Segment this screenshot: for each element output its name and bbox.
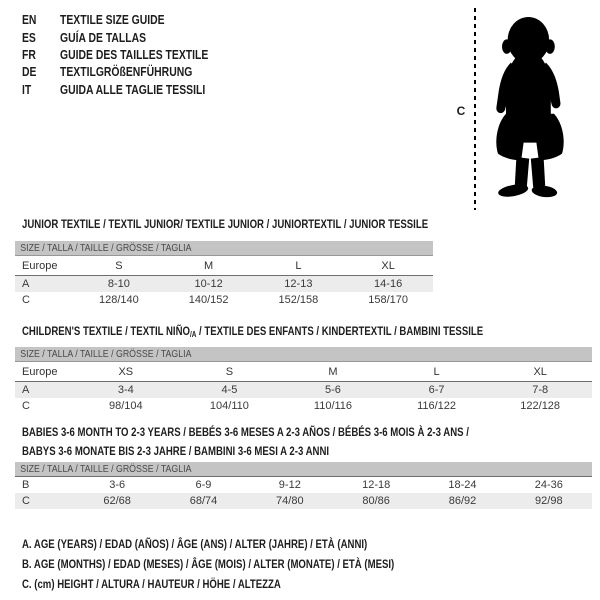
column-header: S: [225, 365, 234, 378]
row-label: A: [22, 384, 30, 396]
table-cell: 12-13: [284, 278, 313, 290]
table-cell: 80/86: [362, 495, 390, 507]
table-cell: 6-9: [195, 479, 212, 491]
table-header-row: [15, 256, 433, 276]
table-row: [15, 382, 592, 398]
column-header: M: [204, 259, 214, 272]
table-cell: 116/122: [417, 400, 457, 412]
table-row: [15, 398, 592, 414]
size-header-bar: [15, 462, 592, 477]
babies-size-table: [15, 462, 592, 509]
column-header: Europe: [22, 259, 58, 272]
table-cell: 3-4: [117, 384, 134, 396]
table-cell: 3-6: [109, 479, 126, 491]
table-cell: 152/158: [278, 294, 319, 306]
table-cell: 104/110: [209, 400, 249, 412]
language-title: GUÍA DE TALLAS: [60, 29, 147, 45]
row-label: C: [22, 294, 30, 306]
language-row-de: [22, 63, 245, 80]
table-cell: 92/98: [535, 495, 563, 507]
row-label: C: [22, 495, 30, 507]
language-title: TEXTILE SIZE GUIDE: [60, 12, 165, 28]
table-cell: 18-24: [448, 479, 477, 491]
children-section-title: [22, 322, 483, 344]
children-title-subscript: /A: [189, 330, 197, 339]
language-code: DE: [22, 64, 37, 80]
table-cell: 8-10: [107, 278, 130, 290]
language-legend: [22, 11, 245, 98]
size-header-bar: [15, 347, 592, 362]
column-header: S: [115, 259, 123, 272]
table-cell: 14-16: [374, 278, 403, 290]
junior-section-title: JUNIOR TEXTILE / TEXTIL JUNIOR/ TEXTILE JUNIOR / JUNIORTEXTIL / JUNIOR TESSILE: [22, 217, 429, 231]
babies-title-line2: BABYS 3-6 MONATE BIS 2-3 JAHRE / BAMBINI 3-6 MESI A 2-3 ANNI: [22, 444, 330, 458]
column-header: L: [433, 365, 440, 378]
size-header-label: SIZE / TALLA / TAILLE / GRÖSSE / TAGLIA: [20, 463, 192, 475]
children-size-table: [15, 347, 592, 414]
baby-silhouette-icon: [486, 10, 574, 208]
language-code: IT: [22, 81, 32, 97]
table-cell: 110/116: [313, 400, 353, 412]
language-row-en: [22, 11, 245, 28]
table-cell: 62/68: [103, 495, 131, 507]
table-cell: 4-5: [221, 384, 238, 396]
footnote-c: C. (cm) HEIGHT / ALTURA / HAUTEUR / HÖHE / ALTEZZA: [22, 577, 281, 591]
column-header: XS: [118, 365, 134, 378]
table-cell: 6-7: [428, 384, 445, 396]
table-cell: 74/80: [276, 495, 304, 507]
language-code: EN: [22, 12, 37, 28]
language-code: ES: [22, 29, 36, 45]
children-title-prefix: CHILDREN'S TEXTILE / TEXTIL NIÑO: [22, 324, 190, 338]
table-cell: 7-8: [532, 384, 549, 396]
table-cell: 12-18: [362, 479, 391, 491]
table-row: [15, 493, 592, 509]
table-cell: 9-12: [278, 479, 301, 491]
footnote-a: A. AGE (YEARS) / EDAD (AÑOS) / ÂGE (ANS) / ALTER (JAHRE) / ETÀ (ANNI): [22, 537, 368, 551]
language-title: TEXTILGRÖßENFÜHRUNG: [60, 64, 193, 80]
height-measure-dashed-line: [474, 8, 476, 210]
babies-section-title: [22, 423, 469, 461]
language-row-es: [22, 28, 245, 45]
table-row: [15, 292, 433, 308]
table-row: [15, 477, 592, 493]
children-title-suffix: / TEXTILE DES ENFANTS / KINDERTEXTIL / BAMBINI TESSILE: [196, 324, 484, 338]
babies-title-line1: BABIES 3-6 MONTH TO 2-3 YEARS / BEBÉS 3-6 MESES A 2-3 AÑOS / BÉBÉS 3-6 MOIS À 2-3 ANS /: [22, 425, 469, 439]
column-header: XL: [381, 259, 395, 272]
table-cell: 140/152: [188, 294, 229, 306]
footnote-b: B. AGE (MONTHS) / EDAD (MESES) / ÂGE (MOIS) / ALTER (MONATE) / ETÀ (MESI): [22, 557, 395, 571]
table-cell: 86/92: [448, 495, 477, 507]
size-header-label: SIZE / TALLA / TAILLE / GRÖSSE / TAGLIA: [20, 348, 192, 360]
table-cell: 10-12: [194, 278, 223, 290]
language-title: GUIDE DES TAILLES TEXTILE: [60, 46, 209, 62]
row-label: B: [22, 479, 30, 491]
language-title: GUIDA ALLE TAGLIE TESSILI: [60, 81, 206, 97]
column-header: L: [295, 259, 302, 272]
table-cell: 5-6: [325, 384, 341, 396]
footnotes: [22, 534, 487, 594]
language-row-it: [22, 81, 245, 98]
measure-c-label: C: [456, 104, 466, 118]
table-cell: 68/74: [189, 495, 218, 507]
table-cell: 24-36: [534, 479, 563, 491]
row-label: C: [22, 400, 30, 412]
table-cell: 98/104: [108, 400, 143, 412]
table-cell: 128/140: [98, 294, 139, 306]
table-cell: 158/170: [368, 294, 408, 306]
size-header-bar: [15, 241, 433, 256]
column-header: Europe: [22, 365, 58, 378]
size-header-label: SIZE / TALLA / TAILLE / GRÖSSE / TAGLIA: [20, 242, 192, 254]
row-label: A: [22, 278, 30, 290]
column-header: XL: [533, 365, 547, 378]
language-row-fr: [22, 46, 245, 63]
table-row: [15, 276, 433, 292]
column-header: M: [328, 365, 338, 378]
table-header-row: [15, 362, 592, 382]
table-cell: 122/128: [520, 400, 561, 412]
language-code: FR: [22, 46, 36, 62]
junior-size-table: [15, 241, 433, 308]
